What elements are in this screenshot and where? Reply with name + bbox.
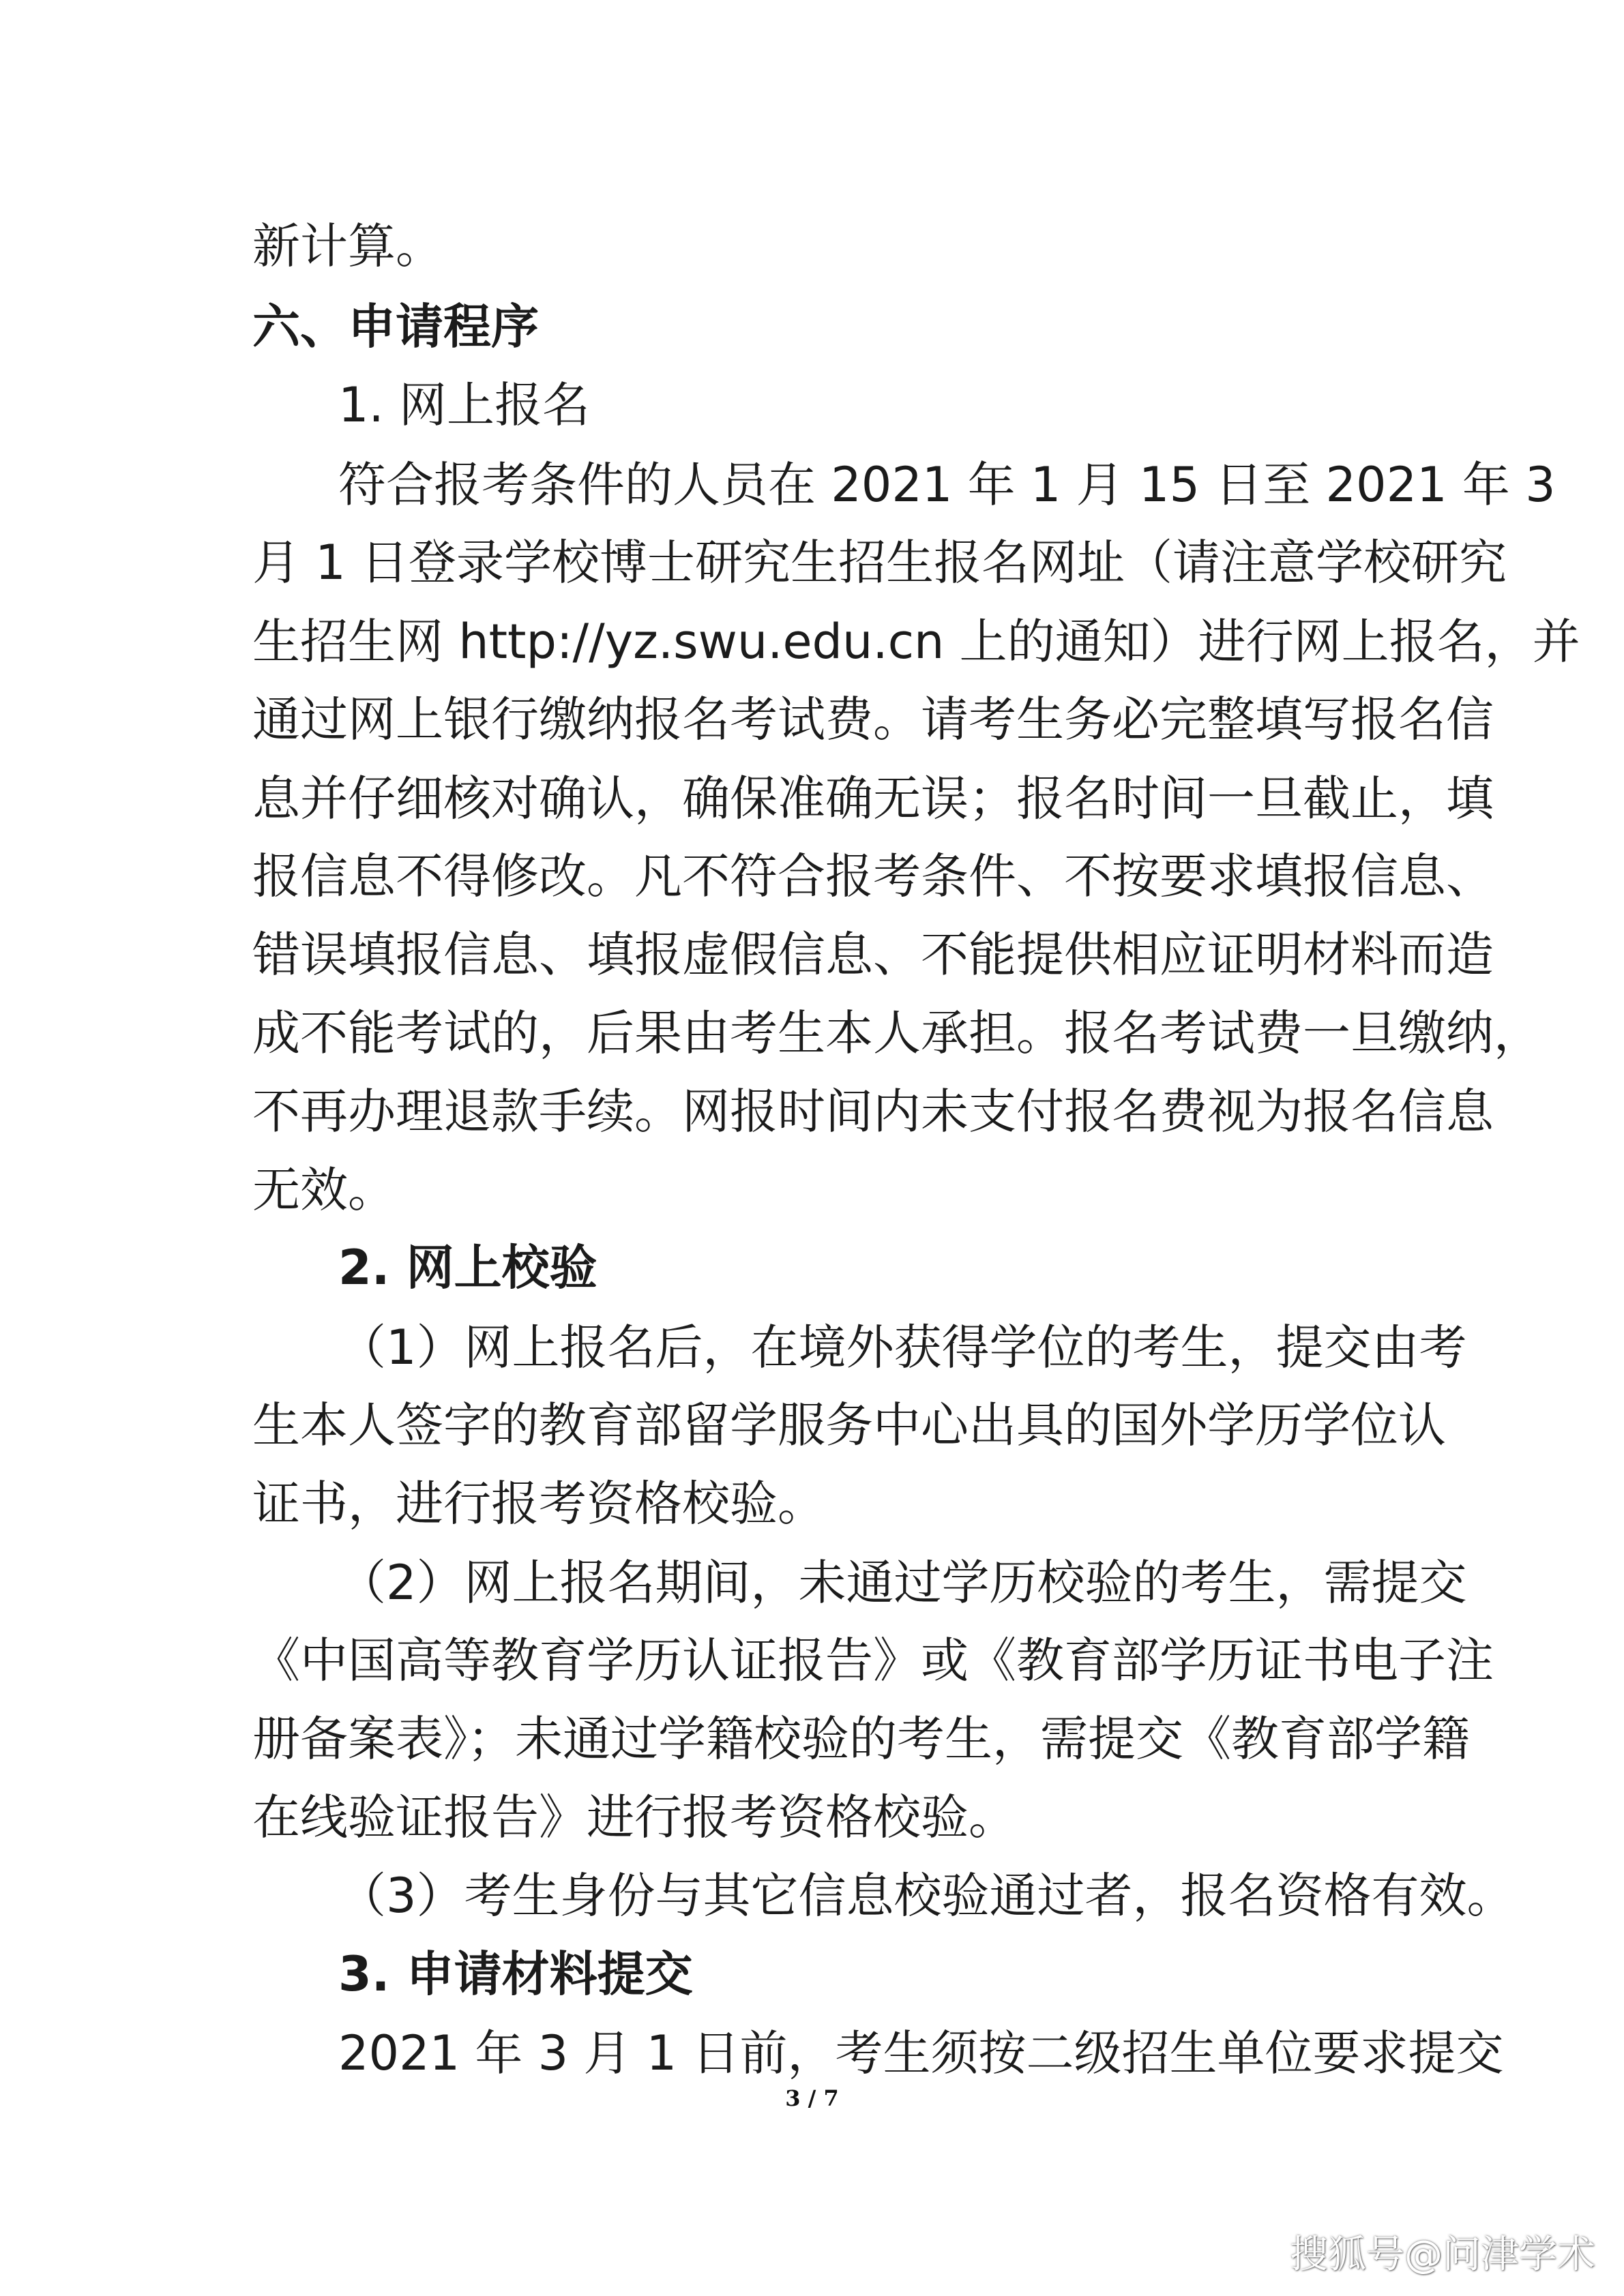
paragraph-line: 错误填报信息、填报虚假信息、不能提供相应证明材料而造 [252, 927, 1494, 983]
subheading-online-registration: 1. 网上报名 [338, 377, 591, 433]
paragraph-line: 在线验证报告》进行报考资格校验。 [252, 1789, 1016, 1845]
watermark: 搜狐号@问津学术 [1290, 2233, 1595, 2277]
page-number: 3 / 7 [785, 2085, 839, 2111]
subheading-online-verification: 2. 网上校验 [338, 1240, 597, 1296]
paragraph-line: 符合报考条件的人员在 2021 年 1 月 15 日至 2021 年 3 [338, 457, 1556, 513]
paragraph-line: 生本人签字的教育部留学服务中心出具的国外学历学位认 [252, 1397, 1446, 1453]
paragraph-line: 月 1 日登录学校博士研究生招生报名网址（请注意学校研究 [252, 535, 1507, 591]
subheading-material-submission: 3. 申请材料提交 [338, 1946, 693, 2002]
paragraph-line: 报信息不得修改。凡不符合报考条件、不按要求填报信息、 [252, 848, 1494, 904]
paragraph-line: （3）考生身份与其它信息校验通过者，报名资格有效。 [338, 1868, 1515, 1924]
paragraph-line: 息并仔细核对确认，确保准确无误；报名时间一旦截止，填 [252, 771, 1494, 826]
paragraph-line: 不再办理退款手续。网报时间内未支付报名费视为报名信息 [252, 1084, 1494, 1139]
paragraph-line: （1）网上报名后，在境外获得学位的考生，提交由考 [338, 1320, 1467, 1375]
paragraph-line: 册备案表》；未通过学籍校验的考生，需提交《教育部学籍 [252, 1711, 1470, 1767]
paragraph-line: （2）网上报名期间，未通过学历校验的考生，需提交 [338, 1555, 1467, 1611]
paragraph-line: 通过网上银行缴纳报名考试费。请考生务必完整填写报名信 [252, 691, 1494, 747]
section-heading-application-procedure: 六、申请程序 [252, 299, 539, 355]
paragraph-line: 成不能考试的，后果由考生本人承担。报名考试费一旦缴纳， [252, 1005, 1541, 1061]
text-line-continuation: 新计算。 [252, 218, 443, 274]
paragraph-line: 2021 年 3 月 1 日前，考生须按二级招生单位要求提交 [338, 2025, 1504, 2081]
paragraph-line: 证书，进行报考资格校验。 [252, 1476, 825, 1532]
paragraph-line: 生招生网 http://yz.swu.edu.cn 上的通知）进行网上报名，并 [252, 614, 1580, 670]
paragraph-line: 《中国高等教育学历认证报告》或《教育部学历证书电子注 [252, 1632, 1494, 1688]
paragraph-line: 无效。 [252, 1162, 396, 1218]
